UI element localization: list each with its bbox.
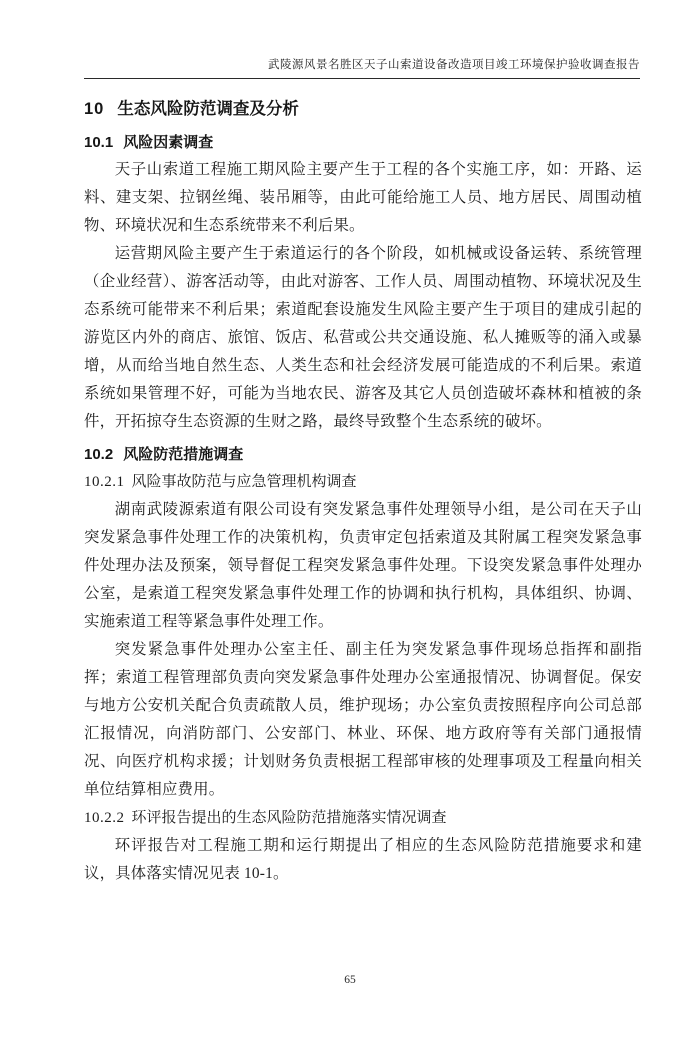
paragraph-eia-measures: 环评报告对工程施工期和运行期提出了相应的生态风险防范措施要求和建议，具体落实情况见表 10-1。 (84, 837, 642, 882)
running-title: 武陵源风景名胜区天子山索道设备改造项目竣工环境保护验收调查报告 (268, 59, 640, 71)
section-title-10-1: 风险因素调查 (123, 134, 214, 151)
subsection-title-10-2-2: 环评报告提出的生态风险防范措施落实情况调查 (131, 810, 447, 826)
section-number-10-2: 10.2 (84, 446, 114, 463)
subsection-number-10-2-2: 10.2.2 (84, 810, 125, 826)
section-heading-10-1 (84, 129, 642, 156)
section-number-10-1: 10.1 (84, 134, 114, 151)
paragraph-risk-operation: 运营期风险主要产生于索道运行的各个阶段，如机械或设备运转、系统管理（企业经营）、游客活动等，由此对游客、工作人员、周围动植物、环境状况及生态系统可能带来不利后果；索道配套设施发生风险主要产生于项目的建成引起的游览区内外的商店、旅馆、饭店、私营或公共交通设施、私人摊贩等的涌入或暴增，从而给当地自然生态、人类生态和社会经济发展可能造成的不利后果。索道系统如果管理不好，可能为当地农民、游客及其它人员创造破坏森林和植被的条件，开拓掠夺生态资源的生财之路，最终导致整个生态系统的破坏。 (84, 245, 642, 430)
page-header (84, 56, 640, 79)
subsection-number-10-2-1: 10.2.1 (84, 474, 125, 490)
paragraph-risk-construction: 天子山索道工程施工期风险主要产生于工程的各个实施工序，如：开路、运料、建支架、拉钢丝绳、装吊厢等，由此可能给施工人员、地方居民、周围动植物、环境状况和生态系统带来不利后果。 (84, 161, 642, 234)
section-heading-10-2 (84, 441, 642, 468)
paragraph-emergency-leading-group: 湖南武陵源索道有限公司设有突发紧急事件处理领导小组，是公司在天子山突发紧急事件处理工作的决策机构，负责审定包括索道及其附属工程突发紧急事件处理办法及预案，领导督促工程突发紧急事件处理。下设突发紧急事件处理办公室，是索道工程突发紧急事件处理工作的协调和执行机构，具体组织、协调、实施索道工程等紧急事件处理工作。 (84, 501, 642, 630)
subsection-heading-10-2-1 (84, 468, 642, 496)
page-content (84, 94, 642, 888)
document-page (0, 56, 700, 1046)
page-footer (0, 974, 700, 986)
subsection-heading-10-2-2 (84, 804, 642, 832)
chapter-title: 生态风险防范调查及分析 (117, 100, 299, 118)
page-number: 65 (344, 974, 356, 986)
chapter-number: 10 (84, 100, 105, 118)
chapter-heading (84, 94, 642, 124)
paragraph-emergency-office-duties: 突发紧急事件处理办公室主任、副主任为突发紧急事件现场总指挥和副指挥；索道工程管理部负责向突发紧急事件处理办公室通报情况、协调督促。保安与地方公安机关配合负责疏散人员，维护现场；办公室负责按照程序向公司总部汇报情况，向消防部门、公安部门、林业、环保、地方政府等有关部门通报情况、向医疗机构求援；计划财务负责根据工程部审核的处理事项及工程量向相关单位结算相应费用。 (84, 641, 642, 798)
section-title-10-2: 风险防范措施调查 (123, 446, 244, 463)
subsection-title-10-2-1: 风险事故防范与应急管理机构调查 (131, 474, 357, 490)
